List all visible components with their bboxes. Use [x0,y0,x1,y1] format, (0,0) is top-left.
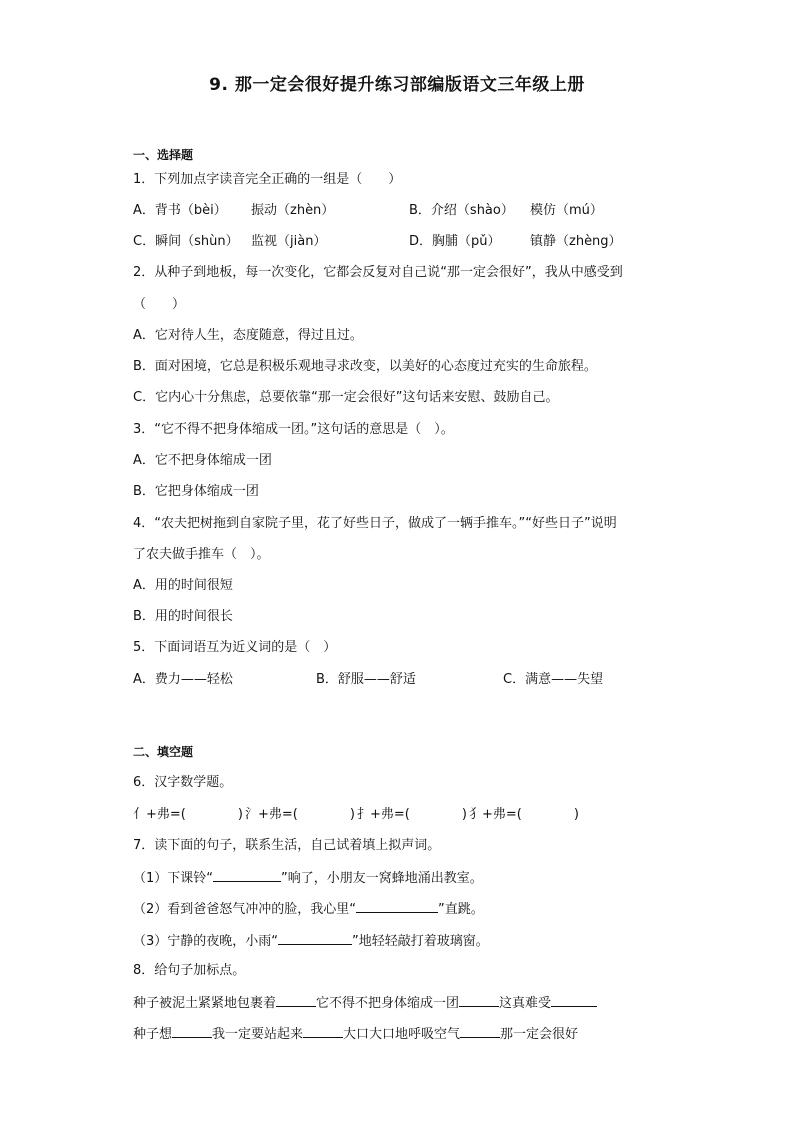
q8-l1-segment-2: 它不得不把身体缩成一团 [316,996,460,1011]
q8-l2-segment-4: 那一定会很好 [500,1027,579,1042]
q3-option-a: A．它不把身体缩成一团 [133,453,272,468]
q7-s1-blank[interactable] [213,867,281,882]
q1-option-c-word1: C．瞬间（shùn） [133,234,239,249]
q7-sentence-1 [133,867,483,889]
q8-l1-blank-2[interactable] [459,992,499,1007]
q7-s2-blank[interactable] [356,898,438,913]
section-heading-choice: 一、选择题 [133,148,194,162]
section-heading-fill: 二、填空题 [133,745,194,759]
q2-option-a: A．它对待人生，态度随意，得过且过。 [133,328,363,343]
q3-option-b: B．它把身体缩成一团 [133,484,259,499]
q8-l2-blank-2[interactable] [303,1023,343,1038]
q6-problem-4: 犭+弗=( ) [469,807,579,822]
question-1-stem: 1．下列加点字读音完全正确的一组是（ ） [133,172,402,187]
page-title: 9. 那一定会很好提升练习部编版语文三年级上册 [209,75,585,95]
q7-s3-prefix: （3）宁静的夜晚，小雨“ [133,934,279,949]
q2-option-b: B．面对困境，它总是积极乐观地寻求改变，以美好的心态度过充实的生命旅程。 [133,359,597,374]
q7-sentence-3 [133,930,489,952]
q1-option-b-word1: B．介绍（shào） [409,203,514,218]
q2-option-c: C．它内心十分焦虑，总要依靠“那一定会很好”这句话来安慰、鼓励自己。 [133,390,559,405]
q5-option-c: C．满意——失望 [503,672,604,687]
q6-problem-3: 扌+弗=( ) [357,807,467,822]
q4-option-b: B．用的时间很长 [133,609,233,624]
question-3-stem: 3．“它不得不把身体缩成一团。”这句话的意思是（ ）。 [133,422,454,437]
question-6-stem: 6．汉字数学题。 [133,775,233,790]
q8-l2-segment-2: 我一定要站起来 [212,1027,304,1042]
q7-s2-suffix: ”直跳。 [438,902,484,917]
q4-option-a: A．用的时间很短 [133,578,233,593]
q7-s3-blank[interactable] [278,930,352,945]
q1-option-d-word2: 镇静（zhèng） [530,234,622,249]
q8-l1-segment-3: 这真难受 [499,996,552,1011]
q8-l2-segment-1: 种子想 [133,1027,173,1042]
q8-l1-blank-3[interactable] [551,992,597,1007]
question-5-stem: 5．下面词语互为近义词的是（ ） [133,640,337,655]
q7-s1-prefix: （1）下课铃“ [133,871,214,886]
q7-s2-prefix: （2）看到爸爸怒气冲冲的脸，我心里“ [133,902,357,917]
q8-l1-blank-1[interactable] [276,992,316,1007]
q1-option-a-word1: A．背书（bèi） [133,203,227,218]
q8-l2-segment-3: 大口大口地呼吸空气 [343,1027,461,1042]
q1-option-c-word2: 监视（jiàn） [251,234,327,249]
question-2-paren: （ ） [133,297,186,312]
q7-sentence-2 [133,898,484,920]
question-7-stem: 7．读下面的句子，联系生活，自己试着填上拟声词。 [133,838,441,853]
q8-line-1 [133,992,597,1014]
q7-s1-suffix: ”响了，小朋友一窝蜂地涌出教室。 [281,871,483,886]
question-4-stem: 4．“农夫把树拖到自家院子里，花了好些日子，做成了一辆手推车。”“好些日子”说明 [133,516,617,531]
q6-problem-2: 氵+弗=( ) [245,807,355,822]
question-4-stem-cont: 了农夫做手推车（ ）。 [133,547,270,562]
q5-option-a: A．费力——轻松 [133,672,233,687]
question-2-stem: 2．从种子到地板，每一次变化，它都会反复对自己说“那一定会很好”，我从中感受到 [133,265,623,280]
q7-s3-suffix: ”地轻轻敲打着玻璃窗。 [352,934,489,949]
q8-l1-segment-1: 种子被泥土紧紧地包裹着 [133,996,277,1011]
q6-problem-1: 亻+弗=( ) [133,807,243,822]
q1-option-d-word1: D．胸脯（pǔ） [409,234,501,249]
q8-line-2 [133,1023,578,1045]
q5-option-b: B．舒服——舒适 [316,672,416,687]
question-8-stem: 8．给句子加标点。 [133,963,246,978]
q1-option-a-word2: 振动（zhèn） [251,203,335,218]
q1-option-b-word2: 模仿（mú） [530,203,603,218]
q8-l2-blank-3[interactable] [460,1023,500,1038]
q8-l2-blank-1[interactable] [172,1023,212,1038]
